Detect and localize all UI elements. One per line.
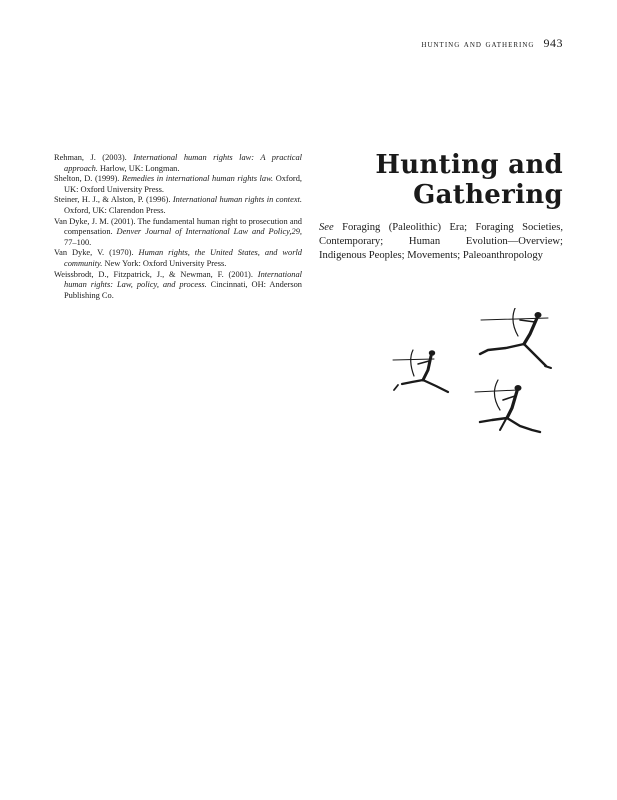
ref-title: International human rights: Law, policy, and process. [64,269,302,290]
ref-title: Remedies in international human rights law. [121,174,274,184]
running-head [421,36,563,51]
reference-item [54,153,302,174]
ref-author: Rehman, J. (2003). [54,153,134,162]
ref-author: Weissbrodt, D., Fitzpatrick, J., & Newman, F. (2001). [54,269,258,279]
rock-art-archers-illustration [388,308,563,440]
reference-item [54,195,302,216]
ref-publisher: New York: Oxford University Press. [102,258,227,268]
ref-publisher: 77–100. [64,237,92,247]
ref-publisher: Oxford, UK: Oxford University Press. [64,174,302,194]
ref-author: Van Dyke, J. M. (2001). The fundamental human right to prosecution and compensation. [54,216,302,237]
entry-title-line2: Gathering [413,180,563,210]
archer-figure [393,350,448,392]
see-label: See [319,222,334,233]
ref-title: International human rights in context. [172,195,302,205]
see-also-text: Foraging (Paleolithic) Era; Foraging Societies, Contemporary; Human Evolution—Overview; Indigenous Peoples; Movements; Paleoanthropology [319,222,563,261]
entry-title [303,150,563,210]
ref-title: Human rights, the United States, and world community. [64,248,302,268]
ref-author: Van Dyke, V. (1970). [54,248,139,258]
archer-figure [475,380,540,432]
see-also [319,221,563,263]
reference-list [54,153,302,301]
ref-author: Steiner, H. J., & Alston, P. (1996). [54,195,173,205]
page-number: 943 [543,36,563,50]
reference-item [54,270,302,302]
entry-title-line1: Hunting and [375,150,563,180]
archer-figure [480,308,551,368]
reference-item [54,217,302,249]
ref-title: International human rights law: A practical approach. [64,153,303,173]
reference-item [54,248,302,269]
ref-publisher: Harlow, UK: Longman. [97,163,180,173]
ref-publisher: Cincinnati, OH: Anderson Publishing Co. [64,280,302,300]
reference-item [54,174,302,195]
ref-author: Shelton, D. (1999). [54,174,122,184]
ref-publisher: Oxford, UK: Clarendon Press. [64,205,166,215]
ref-title: Denver Journal of International Law and Policy,29, [116,227,302,237]
running-head-title: hunting and gathering [421,39,535,50]
